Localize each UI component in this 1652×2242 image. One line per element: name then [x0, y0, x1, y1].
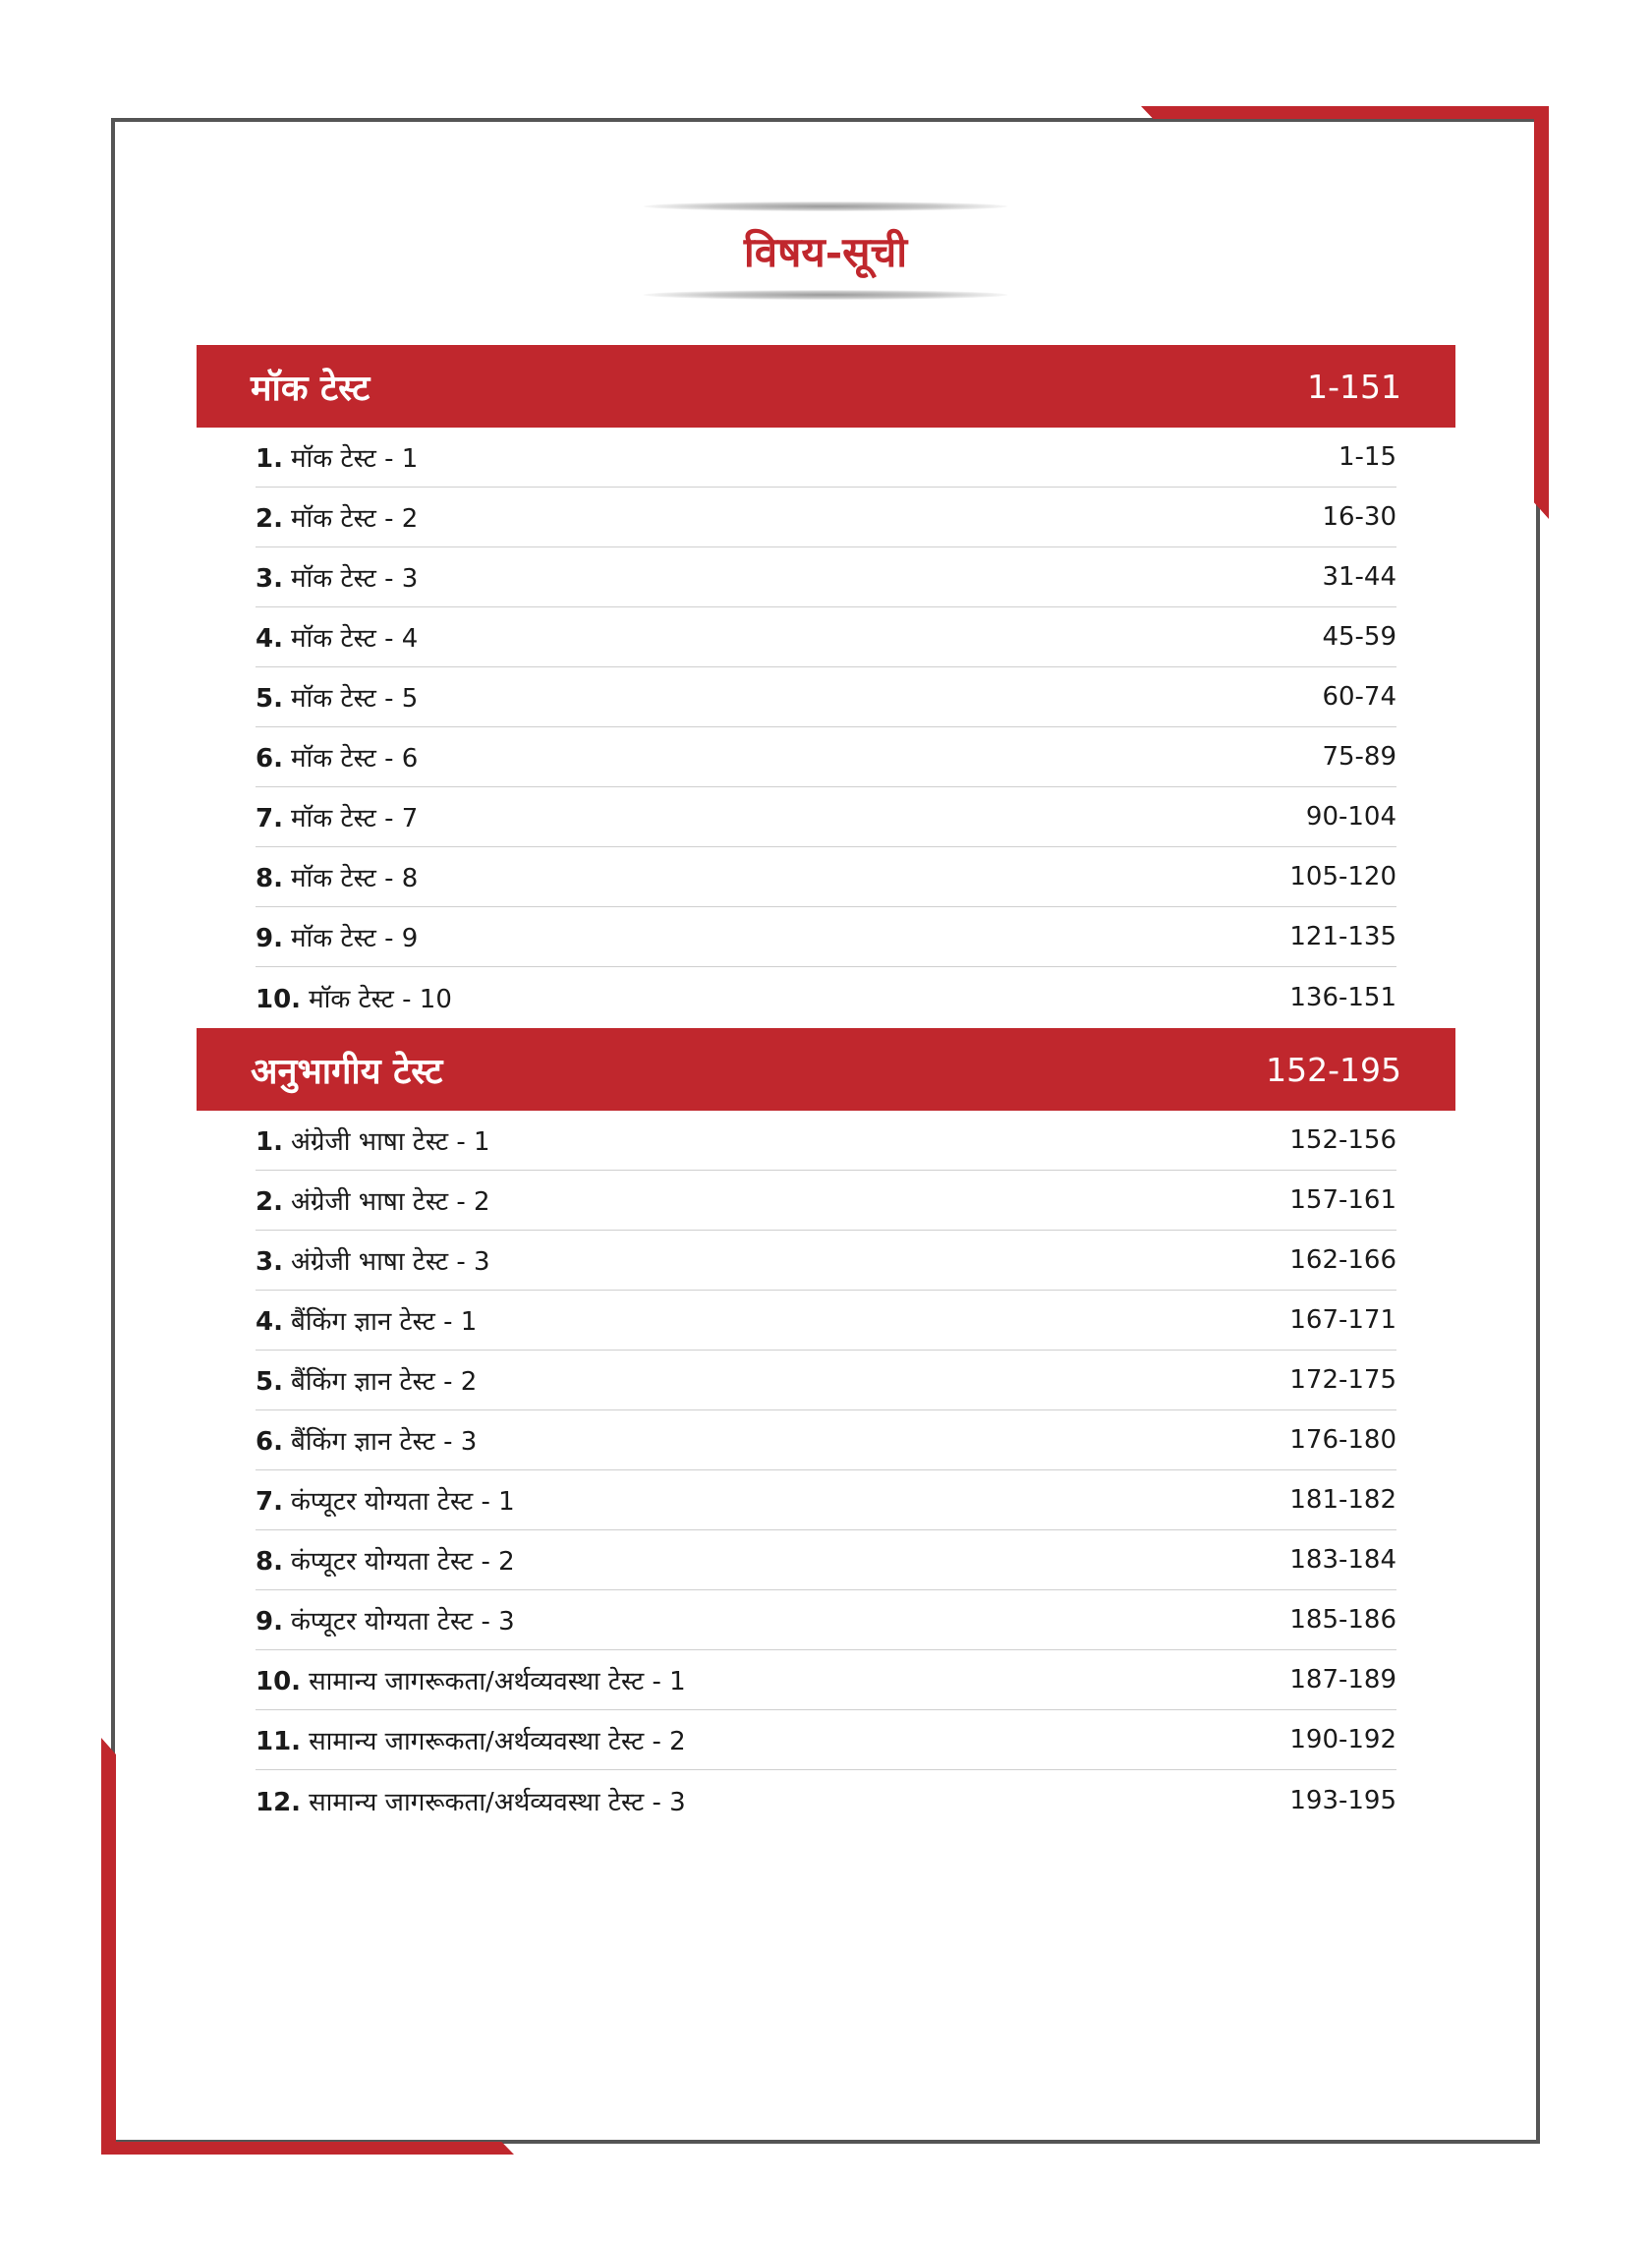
page-title: विषय-सूची	[743, 228, 908, 276]
toc-item[interactable]	[256, 727, 1396, 787]
item-label: बैंकिंग ज्ञान टेस्ट - 2	[290, 1367, 478, 1397]
item-label: अंग्रेजी भाषा टेस्ट - 2	[290, 1187, 490, 1217]
toc-list	[256, 1111, 1396, 1830]
item-label: सामान्य जागरूकता/अर्थव्यवस्था टेस्ट - 2	[309, 1727, 686, 1756]
item-pages: 181-182	[1289, 1485, 1396, 1515]
toc-item[interactable]	[256, 1410, 1396, 1470]
toc-item[interactable]	[256, 488, 1396, 547]
section-title: मॉक टेस्ट	[251, 368, 370, 409]
item-number: 3.	[256, 1247, 283, 1277]
toc-item[interactable]	[256, 1530, 1396, 1590]
title-block	[644, 201, 1007, 300]
toc-item[interactable]	[256, 1231, 1396, 1291]
item-pages: 121-135	[1289, 922, 1396, 951]
item-pages: 75-89	[1322, 742, 1396, 772]
item-label: मॉक टेस्ट - 5	[290, 684, 419, 714]
section-sectional-tests	[197, 1028, 1455, 1830]
toc-item[interactable]	[256, 1710, 1396, 1770]
item-pages: 193-195	[1289, 1785, 1396, 1815]
item-pages: 190-192	[1289, 1725, 1396, 1754]
title-rule-bottom	[644, 290, 1007, 300]
toc-item[interactable]	[256, 787, 1396, 847]
toc-item[interactable]	[256, 1171, 1396, 1231]
item-pages: 90-104	[1305, 802, 1396, 832]
item-pages: 136-151	[1289, 982, 1396, 1012]
item-pages: 183-184	[1289, 1545, 1396, 1575]
corner-accent-top	[1141, 106, 1549, 119]
item-pages: 45-59	[1322, 622, 1396, 652]
toc-item[interactable]	[256, 847, 1396, 907]
item-label: अंग्रेजी भाषा टेस्ट - 3	[290, 1247, 490, 1277]
item-number: 5.	[256, 1367, 283, 1397]
toc-item[interactable]	[256, 1351, 1396, 1410]
item-label: मॉक टेस्ट - 7	[290, 804, 419, 834]
item-label: कंप्यूटर योग्यता टेस्ट - 2	[290, 1547, 515, 1577]
item-number: 5.	[256, 684, 283, 714]
item-number: 4.	[256, 624, 283, 654]
section-header[interactable]	[197, 1028, 1455, 1111]
item-label: सामान्य जागरूकता/अर्थव्यवस्था टेस्ट - 1	[309, 1667, 686, 1696]
item-number: 6.	[256, 1427, 283, 1457]
item-pages: 187-189	[1289, 1665, 1396, 1695]
item-label: बैंकिंग ज्ञान टेस्ट - 3	[290, 1427, 478, 1457]
item-label: मॉक टेस्ट - 4	[290, 624, 419, 654]
item-pages: 172-175	[1289, 1365, 1396, 1395]
item-pages: 1-15	[1338, 442, 1396, 472]
item-pages: 60-74	[1322, 682, 1396, 712]
toc-item[interactable]	[256, 1291, 1396, 1351]
toc-item[interactable]	[256, 1470, 1396, 1530]
item-pages: 152-156	[1289, 1125, 1396, 1155]
item-label: मॉक टेस्ट - 9	[290, 924, 419, 953]
section-mock-tests	[197, 345, 1455, 1027]
corner-accent-right	[1534, 106, 1549, 519]
item-label: मॉक टेस्ट - 2	[290, 504, 419, 534]
item-number: 9.	[256, 1607, 283, 1637]
item-number: 7.	[256, 804, 283, 834]
toc-item[interactable]	[256, 907, 1396, 967]
item-label: मॉक टेस्ट - 1	[290, 444, 419, 474]
item-pages: 16-30	[1322, 502, 1396, 532]
item-number: 4.	[256, 1307, 283, 1337]
section-pages: 152-195	[1266, 1050, 1401, 1089]
section-title: अनुभागीय टेस्ट	[251, 1051, 443, 1092]
section-header[interactable]	[197, 345, 1455, 428]
toc-list	[256, 428, 1396, 1027]
item-number: 11.	[256, 1727, 302, 1756]
item-label: सामान्य जागरूकता/अर्थव्यवस्था टेस्ट - 3	[309, 1787, 686, 1817]
item-label: मॉक टेस्ट - 8	[290, 864, 419, 893]
item-number: 8.	[256, 1547, 283, 1577]
section-pages: 1-151	[1307, 367, 1401, 406]
item-label: मॉक टेस्ट - 3	[290, 564, 419, 594]
toc-item[interactable]	[256, 667, 1396, 727]
toc-item[interactable]	[256, 1111, 1396, 1171]
item-number: 10.	[256, 1667, 302, 1696]
item-label: बैंकिंग ज्ञान टेस्ट - 1	[290, 1307, 478, 1337]
toc-item[interactable]	[256, 1590, 1396, 1650]
toc-item[interactable]	[256, 1650, 1396, 1710]
item-label: कंप्यूटर योग्यता टेस्ट - 3	[290, 1607, 515, 1637]
corner-accent-left	[101, 1738, 116, 2155]
item-number: 1.	[256, 444, 283, 474]
item-number: 8.	[256, 864, 283, 893]
item-number: 12.	[256, 1787, 302, 1817]
item-number: 3.	[256, 564, 283, 594]
toc-item[interactable]	[256, 1770, 1396, 1830]
item-pages: 162-166	[1289, 1245, 1396, 1275]
item-pages: 185-186	[1289, 1605, 1396, 1635]
item-number: 2.	[256, 1187, 283, 1217]
corner-accent-bottom	[101, 2142, 514, 2155]
item-number: 6.	[256, 744, 283, 774]
item-pages: 167-171	[1289, 1305, 1396, 1335]
item-number: 2.	[256, 504, 283, 534]
toc-item[interactable]	[256, 607, 1396, 667]
item-pages: 176-180	[1289, 1425, 1396, 1455]
item-number: 1.	[256, 1127, 283, 1157]
item-label: कंप्यूटर योग्यता टेस्ट - 1	[290, 1487, 515, 1517]
item-label: अंग्रेजी भाषा टेस्ट - 1	[290, 1127, 490, 1157]
item-pages: 31-44	[1322, 562, 1396, 592]
item-number: 10.	[256, 984, 302, 1014]
toc-item[interactable]	[256, 547, 1396, 607]
item-label: मॉक टेस्ट - 6	[290, 744, 419, 774]
toc-item[interactable]	[256, 967, 1396, 1027]
toc-item[interactable]	[256, 428, 1396, 488]
title-rule-top	[644, 201, 1007, 211]
item-number: 7.	[256, 1487, 283, 1517]
item-pages: 105-120	[1289, 862, 1396, 891]
item-label: मॉक टेस्ट - 10	[309, 984, 452, 1014]
item-pages: 157-161	[1289, 1185, 1396, 1215]
item-number: 9.	[256, 924, 283, 953]
